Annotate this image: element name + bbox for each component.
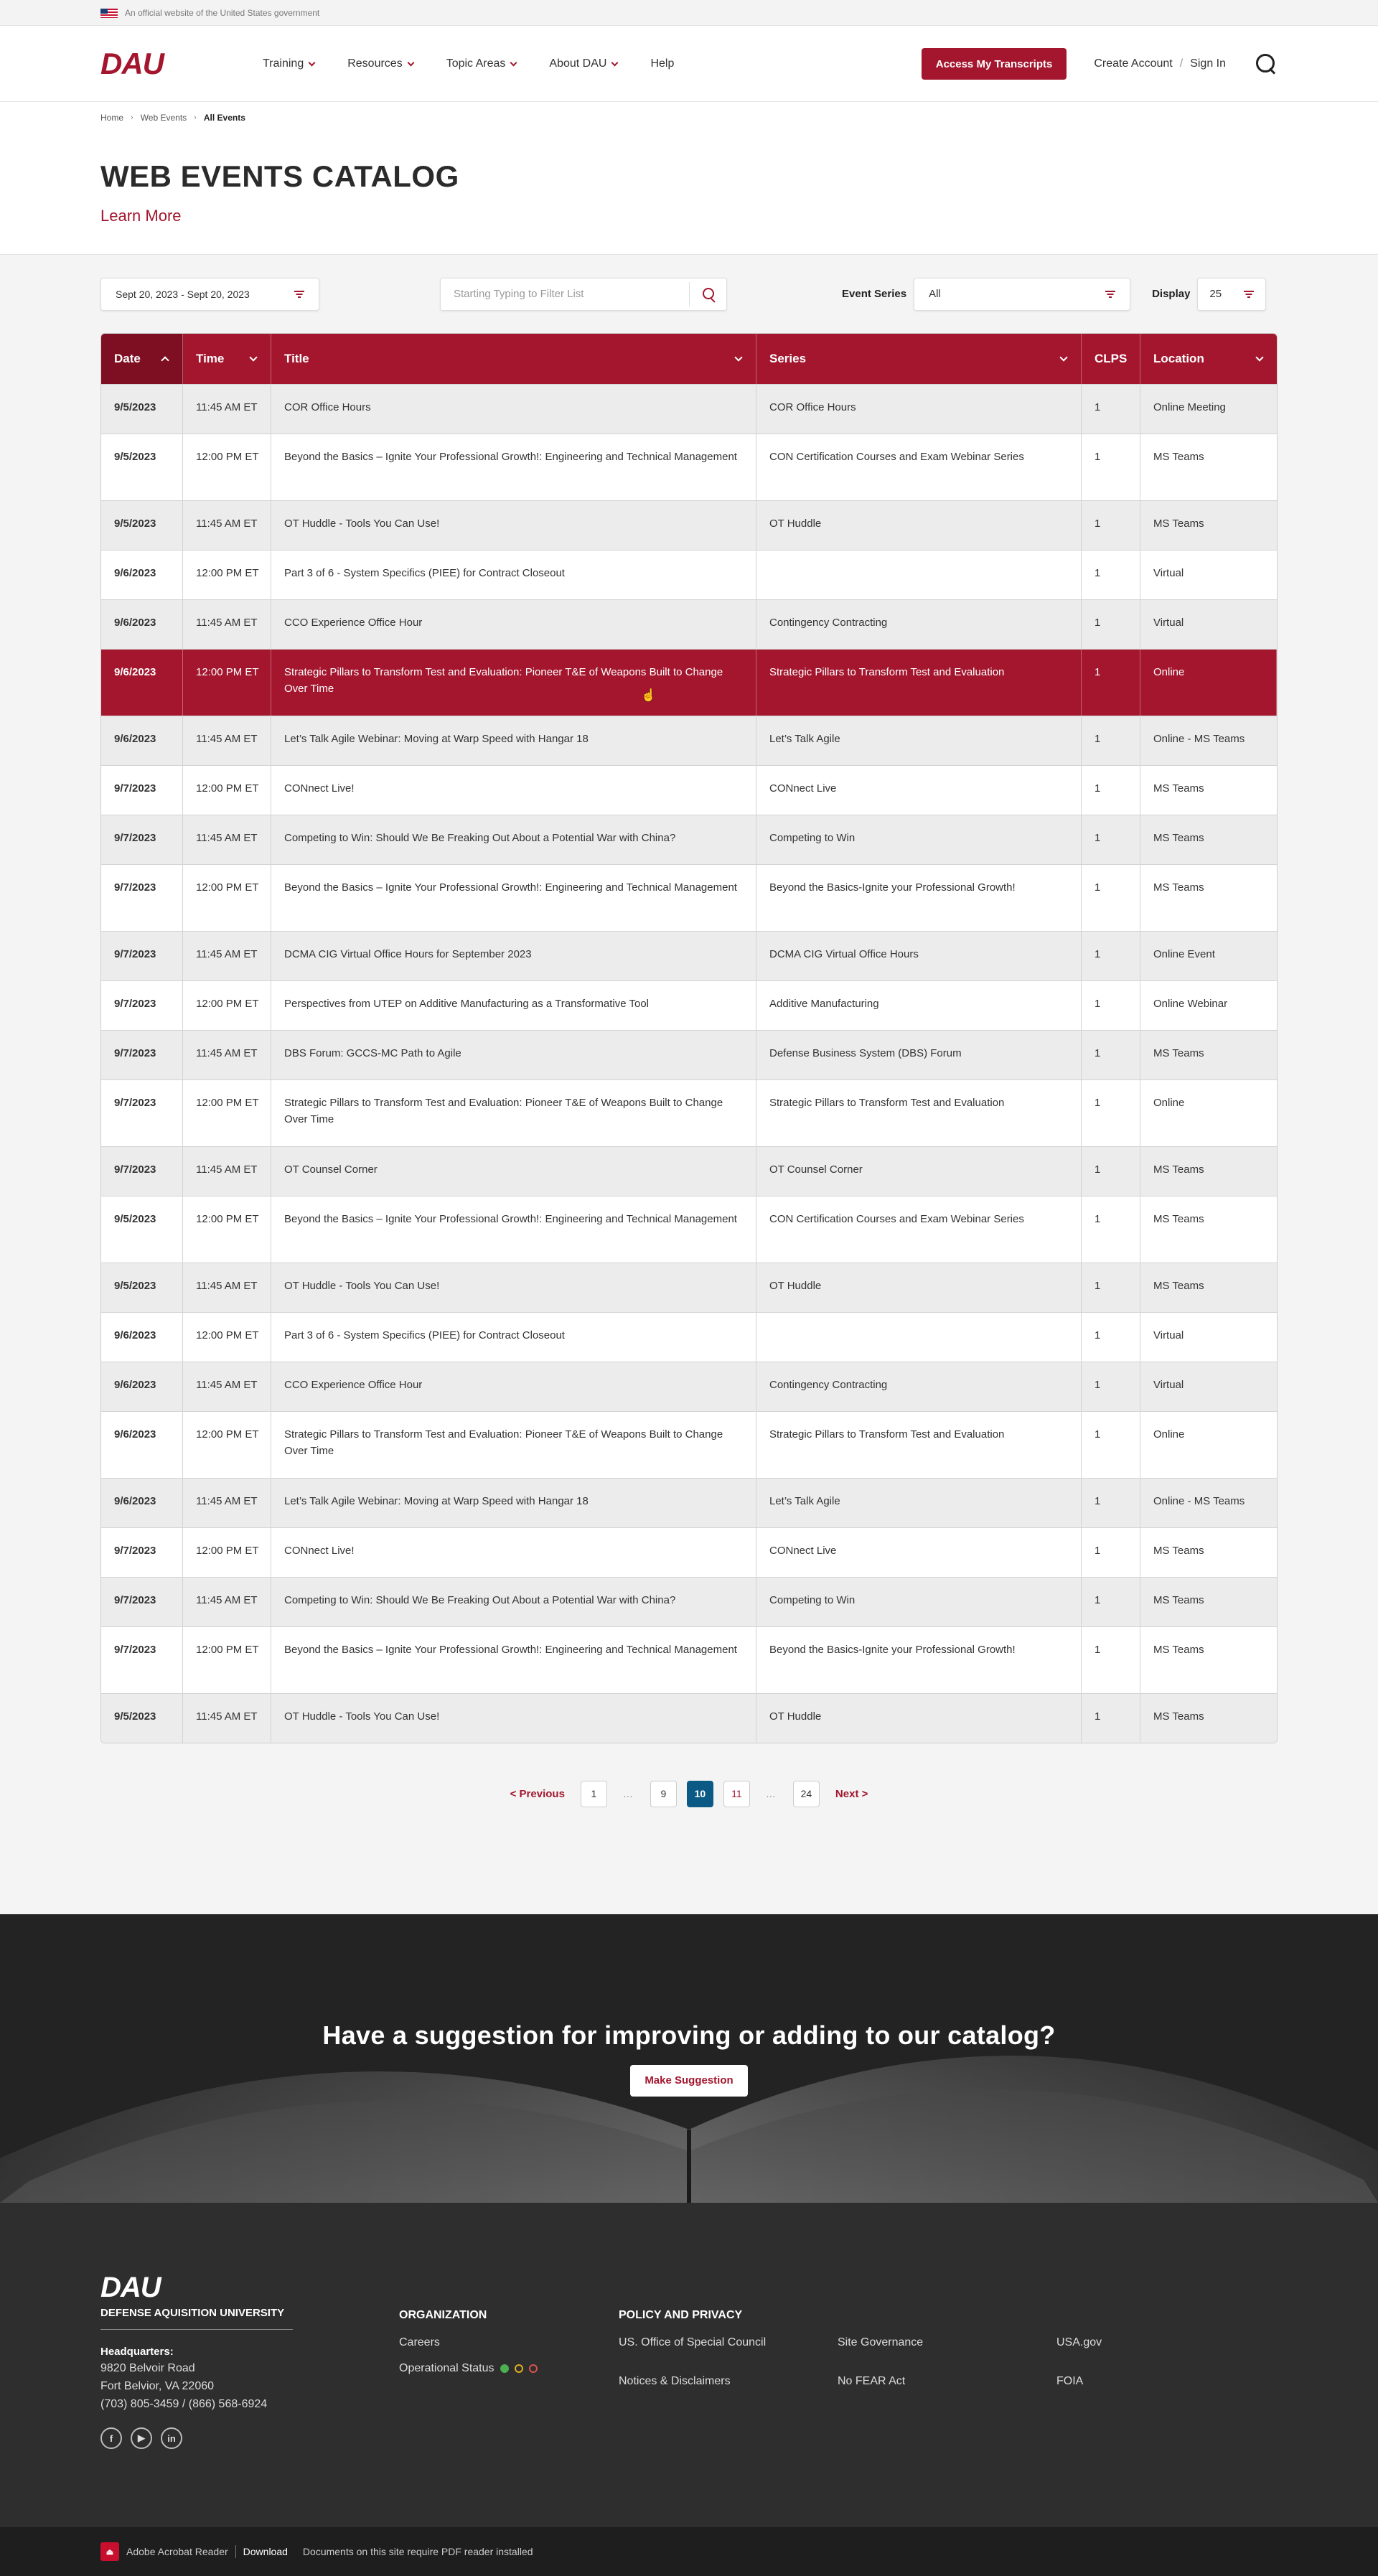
cell-series: DCMA CIG Virtual Office Hours bbox=[756, 932, 1082, 980]
cell-title[interactable]: Strategic Pillars to Transform Test and Evaluation: Pioneer T&E of Weapons Built to Change Over Time bbox=[271, 1412, 756, 1478]
chevron-down-icon bbox=[407, 59, 414, 66]
cell-clps: 1 bbox=[1082, 1694, 1140, 1743]
cell-date: 9/6/2023 bbox=[101, 1412, 183, 1478]
table-row[interactable] bbox=[101, 1626, 1277, 1693]
link-label: Operational Status bbox=[399, 2362, 495, 2374]
display-count-select[interactable] bbox=[1197, 278, 1266, 311]
acrobat-reader-label: Adobe Acrobat Reader bbox=[126, 2546, 228, 2557]
column-header-location[interactable] bbox=[1140, 334, 1277, 384]
breadcrumb-home[interactable]: Home bbox=[100, 113, 124, 123]
cell-clps: 1 bbox=[1082, 932, 1140, 980]
filter-icon bbox=[1244, 291, 1254, 298]
cell-title[interactable]: Strategic Pillars to Transform Test and Evaluation: Pioneer T&E of Weapons Built to Change Over Time bbox=[271, 1080, 756, 1146]
linkedin-icon[interactable]: in bbox=[161, 2427, 182, 2449]
cell-location: Virtual bbox=[1153, 1329, 1184, 1341]
notices-link[interactable]: Notices & Disclaimers bbox=[619, 2375, 731, 2387]
cell-date: 9/7/2023 bbox=[101, 865, 183, 931]
cell-location: Virtual bbox=[1153, 567, 1184, 579]
table-body bbox=[101, 384, 1277, 1743]
cell-location: MS Teams bbox=[1153, 782, 1204, 795]
cell-time: 12:00 PM ET bbox=[183, 981, 271, 1030]
table-row[interactable] bbox=[101, 980, 1277, 1030]
cell-title[interactable]: Beyond the Basics – Ignite Your Professional Growth!: Engineering and Technical Management bbox=[271, 1627, 756, 1693]
cell-date: 9/7/2023 bbox=[101, 1528, 183, 1577]
cell-series: OT Counsel Corner bbox=[756, 1147, 1082, 1196]
cell-date: 9/7/2023 bbox=[101, 1147, 183, 1196]
footer-logo[interactable]: DAU bbox=[100, 2272, 161, 2303]
hq-label: Headquarters: bbox=[100, 2346, 174, 2358]
cell-location: MS Teams bbox=[1153, 881, 1204, 894]
cell-time: 12:00 PM ET bbox=[183, 1627, 271, 1693]
cell-series: Contingency Contracting bbox=[756, 600, 1082, 649]
cell-title[interactable]: Let’s Talk Agile Webinar: Moving at Warp Speed with Hangar 18 bbox=[271, 716, 756, 765]
organization-heading: ORGANIZATION bbox=[399, 2309, 487, 2321]
operational-status-link[interactable] bbox=[399, 2362, 619, 2375]
events-table bbox=[100, 333, 1278, 1743]
cell-title[interactable]: DBS Forum: GCCS-MC Path to Agile bbox=[271, 1031, 756, 1079]
university-name: DEFENSE AQUISITION UNIVERSITY bbox=[100, 2307, 293, 2330]
cell-time: 11:45 AM ET bbox=[183, 1147, 271, 1196]
pdf-note: Documents on this site require PDF reader installed bbox=[302, 2546, 533, 2557]
cell-title[interactable]: Part 3 of 6 - System Specifics (PIEE) for Contract Closeout bbox=[271, 551, 756, 599]
cell-series: Strategic Pillars to Transform Test and Evaluation bbox=[756, 1412, 1082, 1478]
column-header-date[interactable] bbox=[101, 334, 183, 384]
cell-series: Beyond the Basics-Ignite your Professional Growth! bbox=[756, 1627, 1082, 1693]
footer-policy bbox=[619, 2272, 1200, 2449]
cell-time: 11:45 AM ET bbox=[183, 501, 271, 550]
nav-label: Resources bbox=[347, 57, 403, 70]
site-governance-link[interactable]: Site Governance bbox=[838, 2336, 924, 2348]
column-header-clps[interactable] bbox=[1082, 334, 1140, 384]
table-header bbox=[101, 334, 1277, 384]
careers-link[interactable] bbox=[399, 2336, 619, 2349]
facebook-icon[interactable]: f bbox=[100, 2427, 122, 2449]
cell-clps: 1 bbox=[1082, 981, 1140, 1030]
event-series-label: Event Series bbox=[842, 288, 907, 300]
cell-date: 9/5/2023 bbox=[101, 501, 183, 550]
table-row[interactable] bbox=[101, 1263, 1277, 1312]
cell-clps: 1 bbox=[1082, 1578, 1140, 1626]
cell-location: Online bbox=[1153, 1428, 1185, 1441]
cell-date: 9/7/2023 bbox=[101, 1080, 183, 1146]
cell-location: Online - MS Teams bbox=[1153, 733, 1245, 745]
social-links bbox=[100, 2427, 399, 2449]
cell-title[interactable]: CONnect Live! bbox=[271, 766, 756, 815]
column-label: Series bbox=[769, 352, 807, 365]
cell-clps: 1 bbox=[1082, 501, 1140, 550]
nav-resources[interactable] bbox=[347, 57, 413, 70]
table-row[interactable] bbox=[101, 1693, 1277, 1743]
column-header-title[interactable] bbox=[271, 334, 756, 384]
cell-time: 11:45 AM ET bbox=[183, 716, 271, 765]
cell-time: 11:45 AM ET bbox=[183, 1031, 271, 1079]
page-button[interactable]: 24 bbox=[793, 1781, 820, 1807]
cell-series: CON Certification Courses and Exam Webinar Series bbox=[756, 1196, 1082, 1263]
cell-location: Online bbox=[1153, 1097, 1185, 1109]
osc-link[interactable]: US. Office of Special Council bbox=[619, 2336, 767, 2348]
gov-banner bbox=[0, 0, 1378, 26]
date-range-value: Sept 20, 2023 - Sept 20, 2023 bbox=[116, 288, 250, 300]
table-row[interactable] bbox=[101, 1411, 1277, 1478]
cell-title[interactable]: Beyond the Basics – Ignite Your Professional Growth!: Engineering and Technical Management bbox=[271, 1196, 756, 1263]
cell-date: 9/6/2023 bbox=[101, 716, 183, 765]
chevron-down-icon bbox=[510, 59, 517, 66]
nav-label: Topic Areas bbox=[446, 57, 506, 70]
page-button[interactable]: 11 bbox=[723, 1781, 750, 1807]
cell-location: MS Teams bbox=[1153, 1644, 1204, 1656]
download-link[interactable]: Download bbox=[243, 2546, 288, 2557]
cell-date: 9/6/2023 bbox=[101, 1362, 183, 1411]
breadcrumb-chevron-icon: › bbox=[131, 113, 133, 122]
us-flag-icon bbox=[100, 9, 118, 18]
date-range-filter[interactable] bbox=[100, 278, 319, 311]
chevron-down-icon bbox=[1059, 353, 1067, 361]
event-series-value: All bbox=[929, 288, 941, 300]
table-row[interactable] bbox=[101, 765, 1277, 815]
youtube-icon[interactable]: ▶ bbox=[131, 2427, 152, 2449]
table-row[interactable] bbox=[101, 434, 1277, 500]
table-row[interactable] bbox=[101, 1030, 1277, 1079]
cell-clps: 1 bbox=[1082, 551, 1140, 599]
breadcrumb-current: All Events bbox=[203, 113, 245, 123]
cell-series bbox=[756, 1313, 1082, 1362]
chevron-down-icon bbox=[1255, 353, 1263, 361]
cell-title[interactable]: CCO Experience Office Hour bbox=[271, 1362, 756, 1411]
divider bbox=[235, 2545, 236, 2558]
cell-location: MS Teams bbox=[1153, 451, 1204, 463]
cell-title[interactable]: OT Counsel Corner bbox=[271, 1147, 756, 1196]
page-title: WEB EVENTS CATALOG bbox=[100, 159, 459, 193]
cell-date: 9/5/2023 bbox=[101, 1694, 183, 1743]
filter-search-input[interactable] bbox=[441, 278, 689, 310]
cell-series: OT Huddle bbox=[756, 501, 1082, 550]
cell-clps: 1 bbox=[1082, 1080, 1140, 1146]
table-row[interactable] bbox=[101, 550, 1277, 599]
cell-date: 9/5/2023 bbox=[101, 385, 183, 434]
auth-links bbox=[1094, 57, 1226, 70]
cell-time: 11:45 AM ET bbox=[183, 600, 271, 649]
table-row[interactable] bbox=[101, 931, 1277, 980]
cell-date: 9/5/2023 bbox=[101, 434, 183, 500]
cell-date: 9/7/2023 bbox=[101, 1578, 183, 1626]
site-header bbox=[0, 26, 1378, 102]
event-series-select[interactable] bbox=[914, 278, 1130, 311]
cell-series bbox=[756, 551, 1082, 599]
filter-icon bbox=[294, 291, 304, 298]
table-row[interactable] bbox=[101, 500, 1277, 550]
table-row[interactable] bbox=[101, 1079, 1277, 1146]
cell-time: 11:45 AM ET bbox=[183, 815, 271, 864]
chevron-down-icon bbox=[309, 59, 316, 66]
display-count-value: 25 bbox=[1209, 288, 1222, 300]
cell-series: Competing to Win bbox=[756, 815, 1082, 864]
cell-title[interactable]: OT Huddle - Tools You Can Use! bbox=[271, 501, 756, 550]
cell-clps: 1 bbox=[1082, 865, 1140, 931]
cell-series: Beyond the Basics-Ignite your Professional Growth! bbox=[756, 865, 1082, 931]
cell-location: MS Teams bbox=[1153, 832, 1204, 844]
title-area bbox=[0, 102, 1378, 255]
gov-banner-text: An official website of the United States government bbox=[125, 8, 320, 18]
column-header-time[interactable] bbox=[183, 334, 271, 384]
table-row[interactable] bbox=[101, 1527, 1277, 1577]
column-header-series[interactable] bbox=[756, 334, 1082, 384]
cell-title[interactable]: DCMA CIG Virtual Office Hours for September 2023 bbox=[271, 932, 756, 980]
cell-clps: 1 bbox=[1082, 766, 1140, 815]
nav-training[interactable] bbox=[263, 57, 314, 70]
cell-time: 12:00 PM ET bbox=[183, 1412, 271, 1478]
cell-series: COR Office Hours bbox=[756, 385, 1082, 434]
cell-title[interactable]: Perspectives from UTEP on Additive Manufacturing as a Transformative Tool bbox=[271, 981, 756, 1030]
table-row[interactable] bbox=[101, 599, 1277, 649]
page-button[interactable]: 1 bbox=[581, 1781, 607, 1807]
cell-date: 9/6/2023 bbox=[101, 1313, 183, 1362]
table-row[interactable] bbox=[101, 1577, 1277, 1626]
nav-about-dau[interactable] bbox=[549, 57, 617, 70]
cell-time: 12:00 PM ET bbox=[183, 650, 271, 716]
foia-link[interactable]: FOIA bbox=[1056, 2375, 1084, 2387]
cell-series: CONnect Live bbox=[756, 1528, 1082, 1577]
table-row[interactable] bbox=[101, 716, 1277, 765]
cell-date: 9/7/2023 bbox=[101, 1627, 183, 1693]
cell-title[interactable]: Strategic Pillars to Transform Test and Evaluation: Pioneer T&E of Weapons Built to Change Over Time bbox=[271, 650, 756, 716]
filter-bar bbox=[100, 255, 1278, 333]
cell-series: Let’s Talk Agile bbox=[756, 1479, 1082, 1527]
breadcrumb bbox=[100, 102, 1278, 134]
pdf-icon: ⏏ bbox=[100, 2542, 119, 2561]
cell-location: Online bbox=[1140, 650, 1277, 716]
cell-title[interactable]: OT Huddle - Tools You Can Use! bbox=[271, 1263, 756, 1312]
content-area bbox=[0, 255, 1378, 1914]
cell-time: 11:45 AM ET bbox=[183, 1578, 271, 1626]
cell-title[interactable]: COR Office Hours bbox=[271, 385, 756, 434]
make-suggestion-button[interactable]: Make Suggestion bbox=[630, 2065, 747, 2097]
status-green-icon bbox=[500, 2364, 509, 2373]
cell-date: 9/6/2023 bbox=[101, 551, 183, 599]
suggestion-banner bbox=[0, 1914, 1378, 2203]
cell-date: 9/7/2023 bbox=[101, 981, 183, 1030]
cell-date: 9/7/2023 bbox=[101, 932, 183, 980]
cell-clps: 1 bbox=[1082, 1196, 1140, 1263]
cell-clps: 1 bbox=[1082, 716, 1140, 765]
cell-title[interactable]: Competing to Win: Should We Be Freaking Out About a Potential War with China? bbox=[271, 1578, 756, 1626]
cell-title[interactable]: Beyond the Basics – Ignite Your Professional Growth!: Engineering and Technical Management bbox=[271, 865, 756, 931]
nav-help[interactable] bbox=[650, 57, 674, 70]
cell-location: Online Event bbox=[1153, 948, 1215, 960]
status-red-icon bbox=[529, 2364, 538, 2373]
cell-title[interactable]: CCO Experience Office Hour bbox=[271, 600, 756, 649]
cell-title[interactable]: CONnect Live! bbox=[271, 1528, 756, 1577]
cell-series: CON Certification Courses and Exam Webinar Series bbox=[756, 434, 1082, 500]
filter-search bbox=[440, 278, 727, 311]
policy-heading: POLICY AND PRIVACY bbox=[619, 2309, 743, 2321]
cell-clps: 1 bbox=[1082, 1412, 1140, 1478]
dau-logo[interactable]: DAU bbox=[100, 47, 164, 80]
search-icon[interactable] bbox=[1255, 52, 1278, 75]
cell-series: Additive Manufacturing bbox=[756, 981, 1082, 1030]
cell-clps: 1 bbox=[1082, 1479, 1140, 1527]
previous-page-link[interactable]: < Previous bbox=[510, 1787, 565, 1800]
column-label: Title bbox=[284, 352, 309, 365]
cell-date: 9/5/2023 bbox=[101, 1196, 183, 1263]
pagination-ellipsis: … bbox=[622, 1788, 634, 1799]
no-fear-act-link[interactable]: No FEAR Act bbox=[838, 2375, 906, 2387]
bottom-bar bbox=[0, 2527, 1378, 2576]
cell-location: MS Teams bbox=[1153, 1710, 1204, 1723]
cell-clps: 1 bbox=[1082, 600, 1140, 649]
table-row[interactable] bbox=[101, 1196, 1277, 1263]
cell-series: Strategic Pillars to Transform Test and Evaluation bbox=[756, 1080, 1082, 1146]
table-row[interactable] bbox=[101, 864, 1277, 931]
pagination-ellipsis: … bbox=[765, 1788, 777, 1799]
hand-cursor-icon bbox=[641, 688, 651, 701]
column-label: Date bbox=[114, 352, 141, 365]
cell-location: MS Teams bbox=[1153, 517, 1204, 530]
cell-clps: 1 bbox=[1082, 1528, 1140, 1577]
sign-in-link[interactable]: Sign In bbox=[1190, 57, 1226, 70]
cell-clps: 1 bbox=[1082, 385, 1140, 434]
cell-location: MS Teams bbox=[1153, 1163, 1204, 1176]
cell-series: Let’s Talk Agile bbox=[756, 716, 1082, 765]
main-nav bbox=[263, 57, 922, 70]
current-page-button[interactable]: 10 bbox=[687, 1781, 713, 1807]
cell-time: 11:45 AM ET bbox=[183, 1362, 271, 1411]
cell-time: 11:45 AM ET bbox=[183, 1694, 271, 1743]
cell-title[interactable]: Beyond the Basics – Ignite Your Professional Growth!: Engineering and Technical Management bbox=[271, 434, 756, 500]
cell-time: 12:00 PM ET bbox=[183, 766, 271, 815]
cell-time: 11:45 AM ET bbox=[183, 1263, 271, 1312]
breadcrumb-web-events[interactable]: Web Events bbox=[140, 113, 187, 123]
filter-icon bbox=[1105, 291, 1115, 298]
table-row[interactable] bbox=[101, 384, 1277, 434]
cell-location: Virtual bbox=[1153, 617, 1184, 629]
column-label: Time bbox=[196, 352, 225, 365]
cell-time: 12:00 PM ET bbox=[183, 1313, 271, 1362]
cell-location: MS Teams bbox=[1153, 1047, 1204, 1059]
cell-time: 12:00 PM ET bbox=[183, 1080, 271, 1146]
table-row[interactable] bbox=[101, 1362, 1277, 1411]
column-label: CLPS bbox=[1095, 352, 1128, 365]
cell-time: 11:45 AM ET bbox=[183, 385, 271, 434]
cell-clps: 1 bbox=[1082, 1031, 1140, 1079]
cell-clps: 1 bbox=[1082, 1313, 1140, 1362]
cell-clps: 1 bbox=[1082, 1147, 1140, 1196]
table-row[interactable] bbox=[101, 1478, 1277, 1527]
cell-series: Strategic Pillars to Transform Test and Evaluation bbox=[756, 650, 1082, 716]
cell-location: Online Meeting bbox=[1153, 401, 1226, 413]
cell-location: MS Teams bbox=[1153, 1594, 1204, 1606]
breadcrumb-chevron-icon: › bbox=[194, 113, 197, 122]
cell-series: OT Huddle bbox=[756, 1263, 1082, 1312]
cell-location: Online Webinar bbox=[1153, 998, 1228, 1010]
link-label: Careers bbox=[399, 2336, 440, 2348]
display-label: Display bbox=[1152, 288, 1191, 300]
cell-location: Online - MS Teams bbox=[1153, 1495, 1245, 1507]
cell-date: 9/6/2023 bbox=[101, 600, 183, 649]
cell-clps: 1 bbox=[1082, 650, 1140, 716]
chevron-down-icon bbox=[611, 59, 619, 66]
cell-clps: 1 bbox=[1082, 1362, 1140, 1411]
cell-date: 9/6/2023 bbox=[101, 1479, 183, 1527]
cell-title[interactable]: Competing to Win: Should We Be Freaking Out About a Potential War with China? bbox=[271, 815, 756, 864]
nav-topic-areas[interactable] bbox=[446, 57, 517, 70]
cell-time: 12:00 PM ET bbox=[183, 1528, 271, 1577]
cell-clps: 1 bbox=[1082, 434, 1140, 500]
cell-time: 12:00 PM ET bbox=[183, 551, 271, 599]
cell-title[interactable]: Part 3 of 6 - System Specifics (PIEE) for Contract Closeout bbox=[271, 1313, 756, 1362]
table-row[interactable] bbox=[101, 1312, 1277, 1362]
cell-date: 9/5/2023 bbox=[101, 1263, 183, 1312]
column-label: Location bbox=[1153, 352, 1204, 365]
access-transcripts-button[interactable]: Access My Transcripts bbox=[922, 48, 1067, 80]
cell-location: Virtual bbox=[1153, 1379, 1184, 1391]
cell-location: MS Teams bbox=[1153, 1280, 1204, 1292]
footer-contact bbox=[100, 2272, 399, 2449]
search-icon[interactable] bbox=[689, 282, 726, 306]
cell-date: 9/7/2023 bbox=[101, 1031, 183, 1079]
cell-date: 9/6/2023 bbox=[101, 650, 183, 716]
cell-time: 12:00 PM ET bbox=[183, 1196, 271, 1263]
cell-time: 11:45 AM ET bbox=[183, 1479, 271, 1527]
nav-label: Training bbox=[263, 57, 304, 70]
table-row[interactable] bbox=[101, 815, 1277, 864]
next-page-link[interactable]: Next > bbox=[835, 1787, 868, 1800]
cell-title[interactable]: Let’s Talk Agile Webinar: Moving at Warp Speed with Hangar 18 bbox=[271, 1479, 756, 1527]
learn-more-link[interactable]: Learn More bbox=[100, 207, 182, 225]
cell-series: Competing to Win bbox=[756, 1578, 1082, 1626]
cell-title[interactable]: OT Huddle - Tools You Can Use! bbox=[271, 1694, 756, 1743]
nav-label: Help bbox=[650, 57, 675, 70]
cell-date: 9/7/2023 bbox=[101, 766, 183, 815]
status-yellow-icon bbox=[515, 2364, 523, 2373]
pagination bbox=[100, 1743, 1278, 1844]
chevron-up-icon bbox=[161, 356, 169, 364]
cell-time: 11:45 AM ET bbox=[183, 932, 271, 980]
nav-label: About DAU bbox=[549, 57, 607, 70]
cell-location: MS Teams bbox=[1153, 1213, 1204, 1225]
cell-series: CONnect Live bbox=[756, 766, 1082, 815]
create-account-link[interactable]: Create Account bbox=[1094, 57, 1173, 70]
footer-organization bbox=[399, 2272, 619, 2449]
cell-time: 12:00 PM ET bbox=[183, 434, 271, 500]
cell-clps: 1 bbox=[1082, 1263, 1140, 1312]
address-line: Fort Belvior, VA 22060 bbox=[100, 2380, 215, 2392]
cell-time: 12:00 PM ET bbox=[183, 865, 271, 931]
cell-series: OT Huddle bbox=[756, 1694, 1082, 1743]
cell-date: 9/7/2023 bbox=[101, 815, 183, 864]
cell-series: Defense Business System (DBS) Forum bbox=[756, 1031, 1082, 1079]
phone-numbers: (703) 805-3459 / (866) 568-6924 bbox=[100, 2398, 268, 2410]
cell-clps: 1 bbox=[1082, 1627, 1140, 1693]
chevron-down-icon bbox=[734, 353, 742, 361]
cell-location: MS Teams bbox=[1153, 1545, 1204, 1557]
table-row[interactable] bbox=[101, 1146, 1277, 1196]
address-line: 9820 Belvoir Road bbox=[100, 2362, 195, 2374]
site-footer bbox=[0, 2203, 1378, 2527]
chevron-down-icon bbox=[249, 353, 257, 361]
cell-clps: 1 bbox=[1082, 815, 1140, 864]
cell-series: Contingency Contracting bbox=[756, 1362, 1082, 1411]
auth-separator: / bbox=[1179, 57, 1184, 70]
table-row[interactable] bbox=[101, 649, 1277, 716]
usa-gov-link[interactable]: USA.gov bbox=[1056, 2336, 1102, 2348]
suggestion-heading: Have a suggestion for improving or adding to our catalog? bbox=[322, 2020, 1056, 2050]
page-button[interactable]: 9 bbox=[650, 1781, 677, 1807]
